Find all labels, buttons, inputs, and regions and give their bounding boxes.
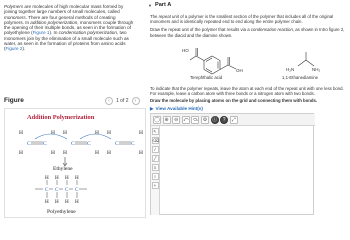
atom-h: H <box>95 130 99 136</box>
intro-term-polymers: Polymers <box>4 4 24 9</box>
atom-c: C <box>27 141 31 147</box>
atom-h: H <box>19 130 23 136</box>
eraser-tool-icon[interactable]: ⌫ <box>152 138 159 143</box>
atom-h: H <box>19 150 23 156</box>
atom-h: H <box>45 199 49 205</box>
figure-2-link[interactable]: Figure 2 <box>5 46 23 52</box>
drawing-instructions <box>150 86 346 111</box>
draw-paragraph <box>150 27 346 37</box>
fullscreen-icon[interactable]: ⤢ <box>231 116 236 123</box>
part-a-label: Part A <box>154 2 172 8</box>
figure-1-link[interactable]: Figure 1 <box>32 30 50 36</box>
atom-c: C <box>43 141 47 147</box>
hint-triangle-icon: ▶ <box>150 105 154 111</box>
repeat-unit-paragraph <box>150 14 346 24</box>
atom-c: C <box>65 187 69 193</box>
settings-icon[interactable]: ⚙ <box>202 116 208 123</box>
draw-instruction: Draw the molecule by placing atoms on the grid and connecting them with bonds. <box>150 98 318 104</box>
view-hints-link[interactable] <box>150 106 346 111</box>
editor-tools-sidebar <box>151 126 160 215</box>
atom-h: H <box>139 130 143 136</box>
intro-text-part: ). <box>22 46 26 52</box>
text-part: , as shown in Intro figure 2, between the diacid and the diamine shown. <box>150 27 345 38</box>
oh-label: OH <box>236 68 243 73</box>
atom-c: C <box>131 141 135 147</box>
pointer-tool-icon[interactable]: ↖ <box>153 129 157 134</box>
hint-label: View Available Hint(s) <box>155 105 203 111</box>
zoom-out-icon[interactable]: ⊖ <box>174 116 179 123</box>
ethylene-label: Ethylene <box>53 166 73 172</box>
atom-h: H <box>95 150 99 156</box>
atom-h: H <box>45 175 49 181</box>
atom-h: H <box>139 150 143 156</box>
atom-h: H <box>63 150 67 156</box>
atom-h: H <box>51 150 55 156</box>
help-icon[interactable]: ? <box>220 116 228 124</box>
intro-text-part: , two monomers join by the elimination of a small molecule such as water, as seen in the formation of proteins from amino acids ( <box>4 30 129 52</box>
charge-tool-icon[interactable]: + <box>152 182 159 189</box>
figure-pager <box>105 97 140 105</box>
atom-h: H <box>75 199 79 205</box>
single-bond-tool-icon[interactable]: / <box>152 146 159 153</box>
intro-text <box>4 4 136 88</box>
next-figure-button[interactable]: › <box>132 97 140 105</box>
atom-h: H <box>65 199 69 205</box>
collapse-triangle-icon: ▼ <box>148 2 152 8</box>
figure-heading: Addition Polymerization <box>27 114 95 121</box>
molecule-editor[interactable] <box>150 113 314 215</box>
double-bond-tool-icon[interactable]: ╱ <box>152 155 159 162</box>
select-tool-icon[interactable]: ◯ <box>154 116 160 123</box>
intro-term-addition: addition polymerization <box>30 19 78 25</box>
figure-panel <box>4 108 146 218</box>
figure-page-indicator: 1 of 2 <box>116 98 129 104</box>
atom-h: H <box>55 175 59 181</box>
figure-header <box>0 93 150 109</box>
intro-term-condensation: condensation polymerization <box>58 30 117 36</box>
editor-toolbar <box>151 114 315 126</box>
reactant-structures <box>150 44 346 84</box>
figure-title: Figure <box>4 97 24 104</box>
atom-c: C <box>115 141 119 147</box>
intro-text-part: are molecules of high molecular mass formed by joining together large numbers of small molecules, called <box>4 4 124 15</box>
triple-bond-tool-icon[interactable]: ≡ <box>152 164 159 171</box>
atom-h: H <box>65 175 69 181</box>
atom-c: C <box>45 187 49 193</box>
atom-h: H <box>107 130 111 136</box>
h2n-label: H₂N <box>286 67 295 72</box>
polymerization-diagram <box>5 109 147 219</box>
ho-label: HO <box>182 48 189 53</box>
text-part: The <box>150 14 159 19</box>
text-part: of a polymer is the smallest section of the polymer that includes all of the original monomers and is identically repeated end to end along the entire polymer chain. <box>150 14 334 25</box>
atom-h: H <box>75 175 79 181</box>
atom-c: C <box>87 141 91 147</box>
intro-text-part: . There are four general methods of creating polymers. In <box>4 14 116 25</box>
undo-icon[interactable]: ⤺ <box>183 116 189 123</box>
ethanediamine-label: 1,1-Ethanediamine <box>282 75 319 80</box>
polyethylene-label: Polyethylene <box>47 209 76 215</box>
intro-term-monomers: monomers <box>4 14 26 20</box>
atom-h: H <box>63 130 67 136</box>
part-a-instructions <box>150 14 346 41</box>
zoom-in-icon[interactable]: ⊕ <box>164 116 169 123</box>
atom-c: C <box>75 187 79 193</box>
intro-text-part: ). In <box>49 30 59 36</box>
atom-h: H <box>51 130 55 136</box>
nh2-label: NH₂ <box>312 67 321 72</box>
part-a-header[interactable] <box>148 2 171 8</box>
atom-c: C <box>71 141 75 147</box>
atom-h: H <box>107 150 111 156</box>
terephthalic-acid-label: Terephthalic acid <box>190 75 223 80</box>
term-condensation: condensation reaction <box>250 27 293 33</box>
prev-figure-button[interactable]: ‹ <box>105 97 113 105</box>
redo-icon[interactable]: ⤼ <box>192 116 199 123</box>
atom-c: C <box>55 187 59 193</box>
repeat-instruction: To indicate that the polymer repeats, leave the atom at each end of the repeat unit with one less bond. For example, leave a carbon atom with three bonds or a nitrogen atom with two bonds. <box>150 86 344 97</box>
atom-h: H <box>55 199 59 205</box>
intro-text-part: , monomers couple through the opening of their multiple bonds, as seen in the formation of polyethylene ( <box>4 19 134 36</box>
info-icon[interactable]: ⓘ <box>212 116 218 123</box>
ring-tool-icon[interactable]: ○ <box>152 173 159 180</box>
text-part: Draw the repeat unit of the polymer that results via a <box>150 27 251 33</box>
term-repeat-unit: repeat unit <box>158 14 179 19</box>
